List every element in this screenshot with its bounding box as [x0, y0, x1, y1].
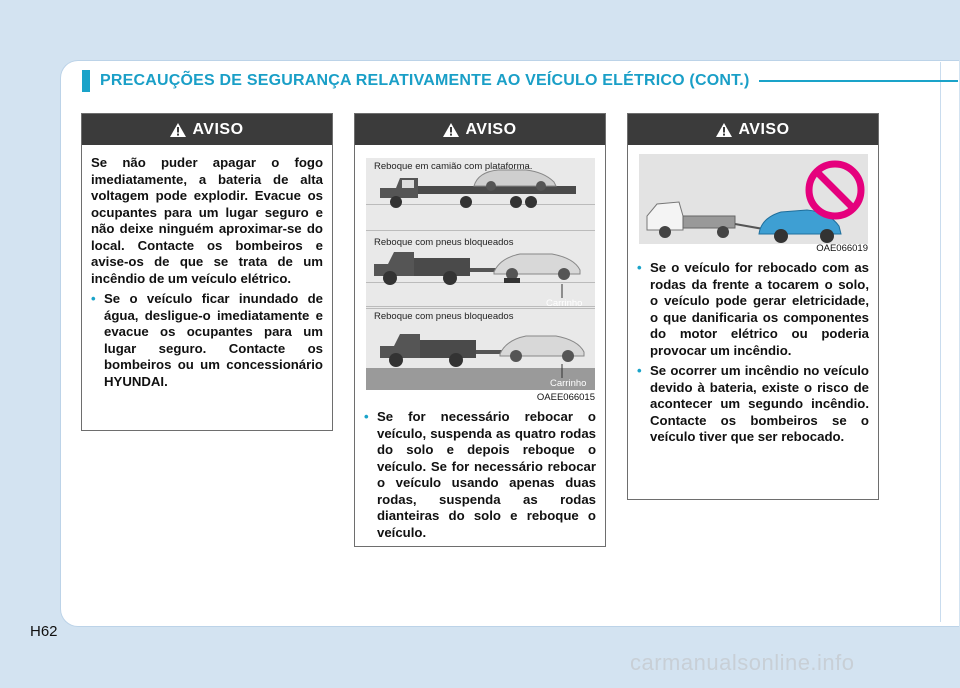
bullet-dot: •: [364, 409, 369, 424]
panel-label-dolly: Reboque com pneus bloqueados: [374, 311, 514, 322]
prohibition-icon: [809, 164, 861, 216]
header-rule: [759, 80, 958, 82]
header-accent: [82, 70, 90, 92]
prohibited-towing-illustration: [639, 154, 868, 244]
warning-bullet: [637, 260, 869, 359]
bullet-dot: •: [91, 291, 96, 306]
warning-box-3: [627, 113, 879, 500]
warning-header: [355, 114, 605, 145]
watermark: carmanualsonline.info: [630, 650, 855, 675]
bullet-text: Se ocorrer um incêndio no veículo devido à bateria, existe o risco de acontecer um segundo incêndio. Contacte os bombeiros se o veículo tiver que ser rebocado.: [650, 363, 869, 444]
bullet-dot: •: [637, 260, 642, 275]
dolly-label: Carrinho: [550, 378, 587, 389]
tow-truck: [647, 202, 769, 238]
warning-bullet: [364, 409, 596, 541]
dolly-towing-truck: [380, 334, 584, 367]
bullet-text: Se o veículo for rebocado com as rodas da frente a tocarem o solo, o veículo pode gerar eletricidade, o que danificaria os componentes do motor elétrico ou poderia provocar um incêndio.: [650, 260, 869, 358]
towing-illustration: [366, 158, 595, 390]
warning-title: AVISO: [465, 120, 517, 138]
flatbed-truck: [380, 170, 576, 208]
warning-box-1: [81, 113, 333, 431]
figure-code: OAE066019: [816, 243, 868, 254]
section-title: PRECAUÇÕES DE SEGURANÇA RELATIVAMENTE AO VEÍCULO ELÉTRICO (CONT.): [100, 72, 750, 89]
page-number: H62: [30, 623, 58, 640]
warning-bullet: [91, 291, 323, 390]
warning-header: [628, 114, 878, 145]
page-edge-line: [940, 62, 941, 622]
section-header: [82, 70, 958, 92]
dolly-label: Carrinho: [546, 298, 583, 309]
towing-figure: [366, 158, 595, 390]
bullet-dot: •: [637, 363, 642, 378]
wheel-lift-truck: [374, 252, 580, 285]
warning-triangle-icon: [170, 123, 186, 137]
warning-title: AVISO: [738, 120, 790, 138]
panel-label-flatbed: Reboque em camião com plataforma.: [374, 161, 533, 172]
figure-code: OAEE066015: [536, 392, 595, 403]
prohibited-towing-figure: [639, 154, 868, 244]
bullet-text: Se o veículo ficar inundado de água, desligue-o imediatamente e evacue os ocupantes para um lugar seguro. Contacte os bombeiros ou um concessionário HYUNDAI.: [104, 291, 323, 389]
warning-triangle-icon: [443, 123, 459, 137]
warning-paragraph: Se não puder apagar o fogo imediatamente, a bateria de alta voltagem pode explodir. Evacue os ocupantes para um lugar seguro e não deixe ninguém aproximar-se do local. Contacte os bombeiros e avise-os de que se trata de um incêndio de um veículo elétrico.: [91, 155, 323, 286]
warning-box-2: [354, 113, 606, 547]
bullet-text: Se for necessário rebocar o veículo, suspenda as quatro rodas do solo e depois reboque o veículo. Se for necessário rebocar o veículo usando apenas duas rodas, suspenda as rodas dianteiras do solo e reboque o veículo.: [377, 409, 596, 540]
warning-title: AVISO: [192, 120, 244, 138]
warning-bullet: [637, 363, 869, 446]
warning-header: [82, 114, 332, 145]
warning-triangle-icon: [716, 123, 732, 137]
panel-label-wheel-lift: Reboque com pneus bloqueados: [374, 237, 514, 248]
